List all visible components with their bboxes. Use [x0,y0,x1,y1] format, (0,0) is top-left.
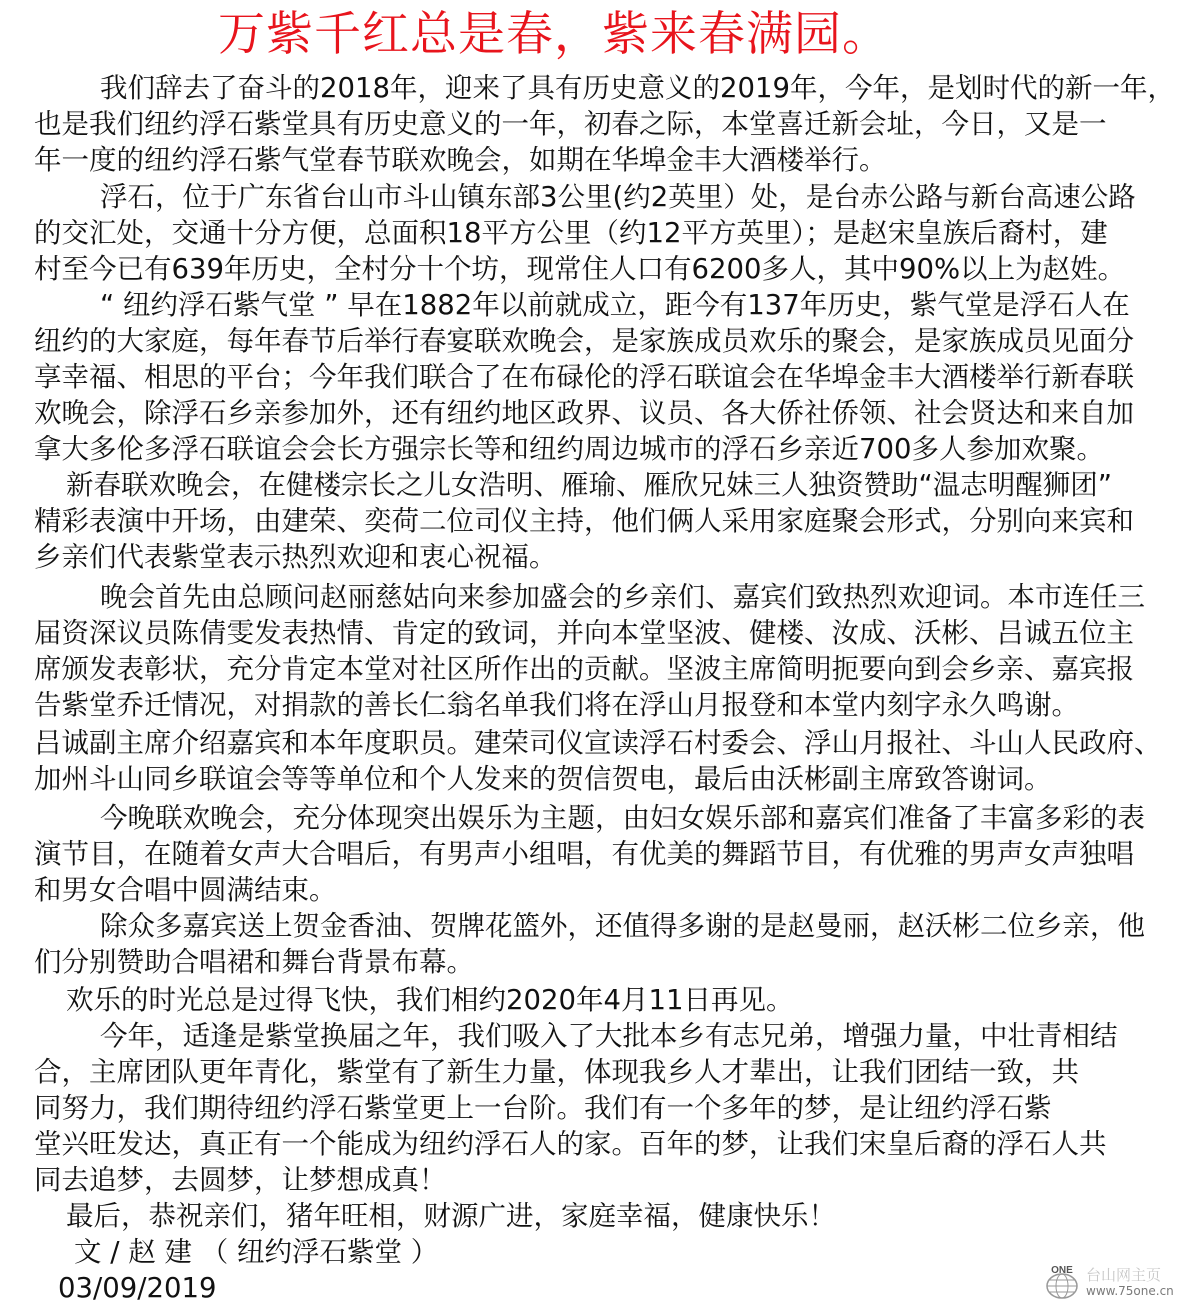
text-line: 们分别赞助合唱裙和舞台背景布幕。 [34,946,474,978]
text-line: 届资深议员陈倩雯发表热情、肯定的致词，并向本堂坚波、健楼、汝成、沃彬、吕诚五位主 [34,617,1134,649]
watermark-url: www.75one.cn [1086,1284,1174,1298]
text-line: 堂兴旺发达，真正有一个能成为纽约浮石人的家。百年的梦，让我们宋皇后裔的浮石人共 [34,1128,1107,1160]
text-line: 享幸福、相思的平台；今年我们联合了在布碌伦的浮石联谊会在华埠金丰大酒楼举行新春联 [34,361,1134,393]
text-line: 晚会首先由总顾问赵丽慈姑向来参加盛会的乡亲们、嘉宾们致热烈欢迎词。本市连任三 [100,581,1145,613]
text-line: 精彩表演中开场，由建荣、奕荷二位司仪主持，他们俩人采用家庭聚会形式，分别向来宾和 [34,505,1134,537]
text-line: 年一度的纽约浮石紫气堂春节联欢晚会，如期在华埠金丰大酒楼举行。 [34,144,887,176]
text-line: 吕诚副主席介绍嘉宾和本年度职员。建荣司仪宣读浮石村委会、浮山月报社、斗山人民政府、 [34,727,1162,759]
text-line: 浮石，位于广东省台山市斗山镇东部3公里(约2英里）处，是台赤公路与新台高速公路 [100,181,1136,213]
date-line: 03/09/2019 [58,1272,217,1304]
text-line: 乡亲们代表紫堂表示热烈欢迎和衷心祝福。 [34,541,557,573]
text-line: 纽约的大家庭，每年春节后举行春宴联欢晚会，是家族成员欢乐的聚会，是家族成员见面分 [34,325,1134,357]
text-line: 今年，适逢是紫堂换届之年，我们吸入了大批本乡有志兄弟，增强力量，中壮青相结 [100,1020,1118,1052]
text-line: 加州斗山同乡联谊会等等单位和个人发来的贺信贺电，最后由沃彬副主席致答谢词。 [34,763,1052,795]
page-title: 万紫千红总是春，紫来春满园。 [218,7,890,62]
text-line: 今晚联欢晚会，充分体现突出娱乐为主题，由妇女娱乐部和嘉宾们准备了丰富多彩的表 [100,802,1145,834]
text-line: 最后，恭祝亲们，猪年旺相，财源广进，家庭幸福，健康快乐！ [66,1200,836,1232]
text-line: 合，主席团队更年青化，紫堂有了新生力量，体现我乡人才辈出，让我们团结一致，共 [34,1056,1079,1088]
text-line: 的交汇处，交通十分方便，总面积18平方公里（约12平方英里）；是赵宋皇族后裔村，建 [34,217,1108,249]
text-line: 同努力，我们期待纽约浮石紫堂更上一台阶。我们有一个多年的梦，是让纽约浮石紫 [34,1092,1052,1124]
text-line: 拿大多伦多浮石联谊会会长方强宗长等和纽约周边城市的浮石乡亲近700多人参加欢聚。 [34,433,1104,465]
text-line: 除众多嘉宾送上贺金香油、贺牌花篮外，还值得多谢的是赵曼丽，赵沃彬二位乡亲，他 [100,910,1145,942]
text-line: “ 纽约浮石紫气堂 ” 早在1882年以前就成立，距今有137年历史，紫气堂是浮石人在 [100,289,1130,321]
globe-icon [1040,1262,1084,1300]
text-line: 和男女合唱中圆满结束。 [34,874,337,906]
text-line: 欢乐的时光总是过得飞快，我们相约2020年4月11日再见。 [66,984,794,1016]
text-line: 也是我们纽约浮石紫堂具有历史意义的一年，初春之际，本堂喜迁新会址，今日，又是一 [34,108,1107,140]
text-line: 村至今已有639年历史，全村分十个坊，现常住人口有6200多人，其中90%以上为赵姓。 [34,253,1126,285]
text-line: 新春联欢晚会，在健楼宗长之儿女浩明、雁瑜、雁欣兄妹三人独资赞助“温志明醒狮团” [66,469,1112,501]
signature-line: 文 / 赵 建 （ 纽约浮石紫堂 ） [74,1236,439,1268]
watermark-text: 台山网主页 [1086,1266,1162,1284]
text-line: 同去追梦，去圆梦，让梦想成真！ [34,1164,447,1196]
text-line: 我们辞去了奋斗的2018年，迎来了具有历史意义的2019年，今年，是划时代的新一年， [100,72,1175,104]
watermark-logo-text: ONE [1051,1265,1073,1276]
text-line: 欢晚会，除浮石乡亲参加外，还有纽约地区政界、议员、各大侨社侨领、社会贤达和来自加 [34,397,1134,429]
text-line: 席颁发表彰状，充分肯定本堂对社区所作出的贡献。坚波主席简明扼要向到会乡亲、嘉宾报 [34,653,1134,685]
text-line: 演节目，在随着女声大合唱后，有男声小组唱，有优美的舞蹈节目，有优雅的男声女声独唱 [34,838,1134,870]
text-line: 告紫堂乔迁情况，对捐款的善长仁翁名单我们将在浮山月报登和本堂内刻字永久鸣谢。 [34,689,1079,721]
